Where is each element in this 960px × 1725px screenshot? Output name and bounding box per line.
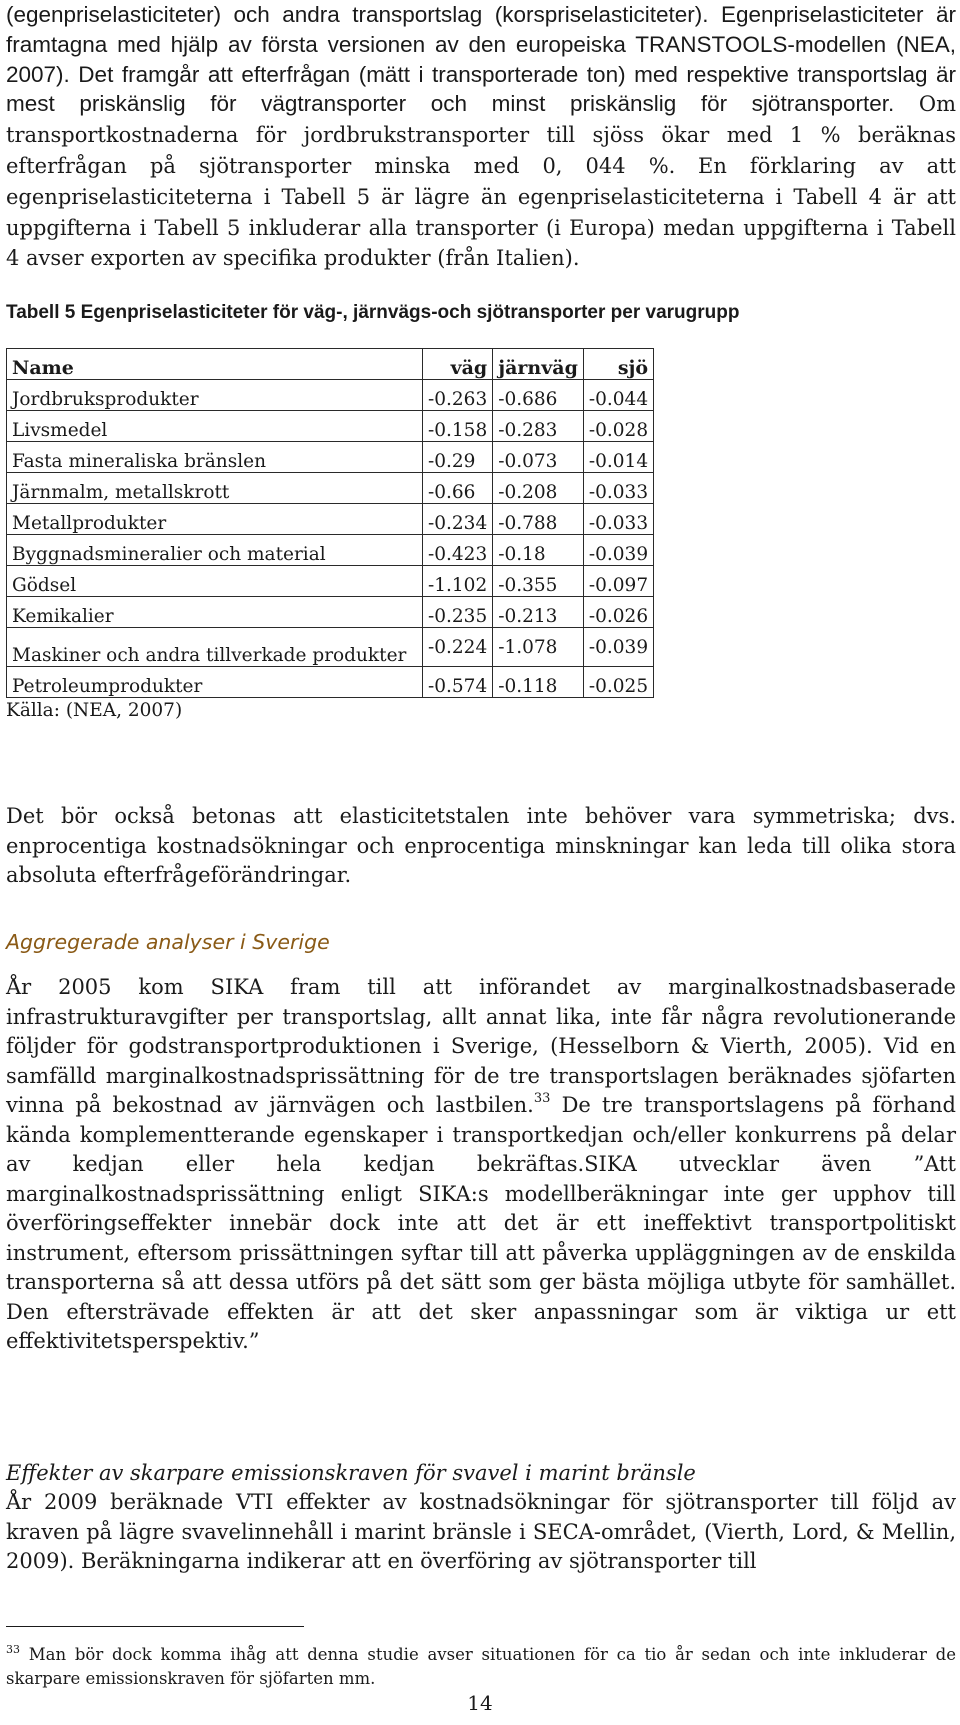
section-heading-emission: Effekter av skarpare emissionskraven för svavel i marint bränsle — [6, 1461, 696, 1485]
cell-road: -0.29 — [423, 442, 493, 473]
aggregate-text-before: År 2005 kom SIKA fram till att införandet av marginalkostnadsbaserade infrastrukturavgifter per transportslag, allt annat lika, inte får några revolutionerande följder för godstransportproduktionen i Sverige, (Hesselborn & Vierth, 2005). Vid en samfälld marginalkostnadsprissättning för de tre transportslagen beräknades sjöfarten vinna på bekostnad av järnvägen och lastbilen. — [6, 975, 956, 1117]
cell-rail: -0.208 — [493, 473, 584, 504]
header-road: väg — [423, 349, 493, 380]
cell-road: -0.235 — [423, 597, 493, 628]
cell-name: Maskiner och andra tillverkade produkter — [7, 628, 423, 667]
header-sea: sjö — [583, 349, 653, 380]
intro-paragraph — [6, 0, 956, 274]
cell-rail: -0.213 — [493, 597, 584, 628]
cell-name: Gödsel — [7, 566, 423, 597]
table-body — [7, 380, 654, 698]
footnote-reference: 33 — [533, 1091, 551, 1106]
cell-name: Petroleumprodukter — [7, 667, 423, 698]
aggregate-text-after: De tre transportslagens på förhand kända komplementterande egenskaper i transportkedjan och/eller konkurrens på delar av kedjan eller hela kedjan bekräftas.SIKA utvecklar även ”Att marginalkostnadsprissättning enligt SIKA:s modellberäkningar inte ger upphov till överföringseffekter innebär dock inte att det är ett ineffektivt transportpolitiskt instrument, eftersom prissättningen syftar till att påverka uppläggningen av de enskilda transporterna så att dessa utförs på det sätt som ger bästa möjliga utbyte för samhället. Den eftersträvade effekten är att det sker anpassningar som är viktiga ur ett effektivitetsperspektiv.” — [6, 1093, 956, 1353]
cell-road: -0.224 — [423, 628, 493, 667]
cell-rail: -0.686 — [493, 380, 584, 411]
cell-sea: -0.044 — [583, 380, 653, 411]
aggregate-paragraph — [6, 973, 956, 1357]
cell-rail: -1.078 — [493, 628, 584, 667]
cell-road: -0.66 — [423, 473, 493, 504]
symmetry-paragraph: Det bör också betonas att elasticitetstalen inte behöver vara symmetriska; dvs. enprocentiga kostnadsökningar och enprocentiga minskningar kan leda till olika stora absoluta efterfrågeförändringar. — [6, 804, 956, 887]
header-rail: järnväg — [493, 349, 584, 380]
cell-name: Livsmedel — [7, 411, 423, 442]
cell-sea: -0.025 — [583, 667, 653, 698]
cell-road: -0.574 — [423, 667, 493, 698]
cell-sea: -0.028 — [583, 411, 653, 442]
cell-rail: -0.073 — [493, 442, 584, 473]
cell-name: Jordbruksprodukter — [7, 380, 423, 411]
table-row — [7, 535, 654, 566]
table-source: Källa: (NEA, 2007) — [6, 700, 183, 721]
cell-rail: -0.788 — [493, 504, 584, 535]
footnote-separator — [6, 1626, 304, 1627]
cell-rail: -0.118 — [493, 667, 584, 698]
cell-sea: -0.039 — [583, 535, 653, 566]
cell-sea: -0.097 — [583, 566, 653, 597]
emission-paragraph: År 2009 beräknade VTI effekter av kostnadsökningar för sjötransporter till följd av kraven på lägre svavelinnehåll i marint bränsle i SECA-området, (Vierth, Lord, & Mellin, 2009). Beräkningarna indikerar att en överföring av sjötransporter till — [6, 1490, 956, 1573]
cell-sea: -0.039 — [583, 628, 653, 667]
cell-road: -0.158 — [423, 411, 493, 442]
cell-name: Fasta mineraliska bränslen — [7, 442, 423, 473]
header-name: Name — [7, 349, 423, 380]
cell-road: -1.102 — [423, 566, 493, 597]
cell-sea: -0.014 — [583, 442, 653, 473]
section-heading-aggregate: Aggregerade analyser i Sverige — [6, 930, 330, 954]
cell-road: -0.263 — [423, 380, 493, 411]
cell-sea: -0.033 — [583, 504, 653, 535]
cell-road: -0.234 — [423, 504, 493, 535]
table-row — [7, 411, 654, 442]
table-row — [7, 667, 654, 698]
intro-text — [6, 0, 956, 274]
table-row — [7, 566, 654, 597]
table-row — [7, 597, 654, 628]
cell-rail: -0.283 — [493, 411, 584, 442]
cell-name: Byggnadsmineralier och material — [7, 535, 423, 566]
elasticity-table — [6, 348, 654, 698]
footnote-text: Man bör dock komma ihåg att denna studie avser situationen för ca tio år sedan och inte inkluderar de skarpare emissionskraven för sjöfarten mm. — [6, 1645, 956, 1688]
intro-text-part1: (egenpriselasticiteter) och andra transportslag (korspriselasticiteter). Egenpriselasticiteter är framtagna med hjälp av första versionen av den europeiska TRANSTOOLS-modellen (NEA, 2007). Det framgår att efterfrågan (mätt i transporterade ton) med respektive transportslag är mest priskänslig för vägtransporter och minst priskänslig för sjötransporter. — [6, 2, 956, 117]
intro-text-part2: Om transportkostnaderna för jordbrukstransporter till sjöss ökar med 1 % beräknas efterfrågan på sjötransporter minska med 0, 044 %. — [6, 92, 956, 178]
cell-name: Kemikalier — [7, 597, 423, 628]
cell-sea: -0.033 — [583, 473, 653, 504]
footnote — [6, 1643, 956, 1691]
table-row — [7, 473, 654, 504]
cell-rail: -0.18 — [493, 535, 584, 566]
page-number: 14 — [467, 1691, 493, 1715]
intro-text-part3: En förklaring av att egenpriselasticiteterna i Tabell 5 är lägre än egenpriselasticiteterna i Tabell 4 är att uppgifterna i Tabell 5 inkluderar alla transporter (i Europa) medan uppgifterna i Tabell 4 avser exporten av specifika produkter (från Italien). — [6, 153, 956, 271]
cell-rail: -0.355 — [493, 566, 584, 597]
cell-sea: -0.026 — [583, 597, 653, 628]
cell-name: Järnmalm, metallskrott — [7, 473, 423, 504]
table-row — [7, 442, 654, 473]
table-row — [7, 504, 654, 535]
elasticity-table-wrapper — [6, 348, 654, 724]
table-caption: Tabell 5 Egenpriselasticiteter för väg-, järnvägs-och sjötransporter per varugrupp — [6, 302, 740, 323]
table-header-row — [7, 349, 654, 380]
cell-road: -0.423 — [423, 535, 493, 566]
table-row — [7, 628, 654, 667]
cell-name: Metallprodukter — [7, 504, 423, 535]
footnote-number: 33 — [6, 1642, 20, 1656]
table-row — [7, 380, 654, 411]
